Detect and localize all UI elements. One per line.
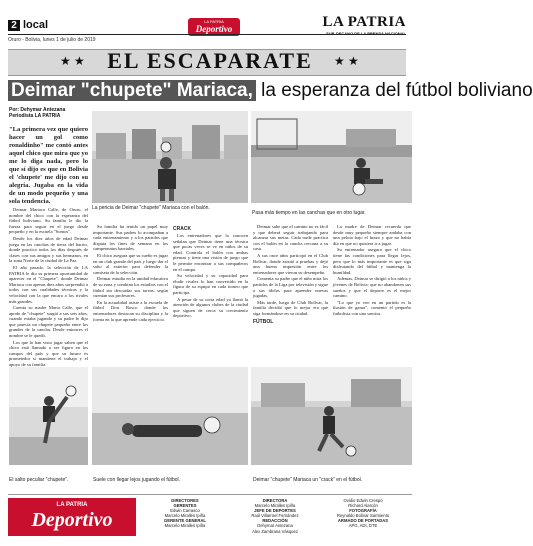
headline — [8, 80, 533, 102]
newspaper-name: LA PATRIA — [322, 14, 406, 30]
photo-caption: El salto peculiar "chupete". — [9, 477, 69, 483]
staff-role: REDACCIÓN — [262, 518, 288, 524]
byline-author: Por: Dehymar Antezana — [9, 107, 66, 113]
article-paragraph: Más tarde, luego de Club Bolívar, la familia decidió que lo mejor era que siga formándose en su ciudad. — [253, 299, 328, 316]
photo-caption: Suele con llegar lejos jugando el fútbol. — [93, 477, 181, 483]
subheading-crack: CRACK — [173, 226, 192, 232]
section-label: local — [23, 19, 49, 31]
page-number: 2 — [8, 20, 20, 31]
article-column-3 — [173, 224, 248, 362]
article-paragraph: Deimar Mariaca Calle, de Oruro, el nombre del chico con la esperanza del fútbol boliviano. Su familia le dio la fuerza para seguir en el juego desde pequeño y en la escuela "Somos". — [9, 207, 88, 235]
staff-name: Reynaldo Bolívar Sarmiento — [336, 513, 390, 519]
staff-name: Marcelo Miralles Ipiña — [254, 503, 296, 509]
staff-role: DIRECTORES — [171, 498, 199, 503]
staff-role: DIRECTORA — [262, 498, 288, 503]
staff-role: GERENTE GENERAL — [164, 518, 206, 524]
staff-name: Raúl Villarroel Fernández — [251, 513, 299, 519]
staff-column-3 — [318, 498, 408, 529]
header-divider — [8, 34, 406, 35]
staff-role: JEFE DE DEPORTES — [254, 508, 296, 514]
staff-name: Ovidio Edwin Crespo — [343, 498, 383, 503]
photo-caption: Deimar "chupete" Mariaca un "crack" en el fútbol. — [253, 477, 363, 483]
article-lead: "La primera vez que quiero hacer un gol como ronaldinho" me contó antes aquel chico que mira que yo me lo diga nada, pero lo que sí dijo es que en Bolivia el 'chupete' me dijo con su alegría. Jugaba en la vida de un modo pequeño y una sola tendencia. — [9, 126, 88, 205]
article-column-2 — [93, 224, 168, 362]
article-column-4 — [253, 224, 328, 362]
mini-logo-name: Deportivo — [195, 24, 233, 34]
staff-name: Dehymar Antezana — [257, 523, 293, 529]
article-paragraph: Ademas, Deimar se dirigió a los niños y jóvenes de Bolivia: que no abandonen sus sueños y que el deporte es el mejor camino. — [333, 276, 411, 299]
article-paragraph: El año pasado, la selección de LA PATRIA le dio su primera oportunidad de aparecer en el "Chupete", donde Deimar Mariaca con apenas diez años sorprendió a todos con sus cualidades técnicas y la velocidad con la que encara a los rivales más grandes. — [9, 264, 88, 304]
deportivo-footer-logo — [8, 498, 136, 536]
photo-lying-ball — [92, 367, 248, 473]
banner-title: EL ESCAPARATE — [107, 48, 313, 73]
staff-name: Marcelo Miralles Ipiña — [164, 523, 206, 529]
article-paragraph: El chico asegura que su sueño es jugar en un club grande del país y luego dar el salto al exterior para defender la camiseta de la selección. — [93, 252, 168, 275]
article-paragraph: Comenta su padre que el niño mira los partidos de la Liga por televisión y sigue a sus ídolos para aprender nuevas jugadas. — [253, 276, 328, 299]
staff-column-1 — [140, 498, 230, 529]
article-paragraph: La madre de Deimar recuerda que desde muy pequeño siempre andaba con una pelota bajo el brazo y que no había día en que no quisiera ir a jugar. — [333, 224, 411, 246]
staff-name: Richard Alarcón — [348, 503, 378, 509]
staff-name: APG, ADI, DTE — [348, 523, 378, 529]
photo-field-sitting — [251, 111, 412, 210]
article-paragraph: Su entrenador asegura que el chico tiene las condiciones para llegar lejos, pero que lo más importante es que siga disfrutando del fútbol y mantenga la humildad. — [333, 247, 411, 275]
photo-caption: La pericia de Deimar "chupete" Mariaca con el balón. — [92, 205, 210, 211]
footer-logo-name: Deportivo — [31, 509, 113, 531]
headline-rest: la esperanza del fútbol boliviano — [261, 80, 533, 101]
staff-name: Alex Zambrana Vásquez — [252, 528, 298, 534]
article-paragraph: Los entrenadores que lo conocen señalan que Deimar tiene una técnica que pocas veces se ve en niños de su edad. Controla el balón con ambas piernas y tiene una visión de juego que le permite encontrar a sus compañeros en el campo. — [173, 233, 248, 272]
photo-dribble — [251, 367, 412, 473]
staff-role: ARMADO DE PORTADAS — [337, 518, 389, 524]
dateline: Oruro - Bolivia, lunes 1 de julio de 2019 — [8, 37, 96, 43]
article-paragraph: Deimar sabe que el camino no es fácil y que deberá seguir trabajando para alcanzar sus metas. Cada tarde practica con el balón en la cancha cercana a su casa. — [253, 224, 328, 252]
staff-name: Marcelo Miralles Ipiña — [164, 513, 206, 519]
article-paragraph: Deimar estudia en la unidad educativa de su zona y combina los estudios con el fútbol sin descuidar sus tareas, según cuentan sus profesores. — [93, 276, 168, 299]
article-paragraph: A pesar de su corta edad ya llamó la atención de algunos clubes de la ciudad que siguen de cerca su crecimiento deportivo. — [173, 296, 248, 319]
staff-role: FOTOGRAFÍA — [349, 508, 377, 514]
byline — [9, 107, 65, 119]
article-paragraph: "Lo que yo veo en un partido es la ilusión de ganar", comentó el pequeño futbolista con una sonrisa. — [333, 299, 411, 316]
article-paragraph: A sus once años participó en el Club Bolívar, donde asistió a pruebas y dejó una buena impresión entre los entrenadores que vieron su desempeño. — [253, 252, 328, 275]
article-paragraph: Desde los diez años de edad Deimar juega en las canchas de tierra del barrio, donde practica todos los días después de clases con sus amigos y sus hermanos, en la zona Norte de la ciudad de La Paz. — [9, 235, 88, 264]
article-paragraph: Su velocidad y su capacidad para eludir rivales lo han convertido en la figura de su equipo en cada torneo que participa. — [173, 273, 248, 295]
byline-outlet: Periodista LA PATRIA — [9, 113, 61, 119]
mini-logo-top: LA PATRIA — [204, 19, 224, 24]
footer-logo-top: LA PATRIA — [56, 502, 88, 508]
article-paragraph: En la actualidad asiste a la escuela de fútbol Don Bosco donde los entrenadores destacan su disciplina y la forma en la que aprende cada ejercicio. — [93, 299, 168, 322]
photo-caption: Pasa más tiempo en las canchas que en otro lugar. — [252, 210, 366, 216]
article-paragraph: Cuenta su madre Marta Calle, que el apodo de "chupete" surgió a sus seis años, cuando estaba jugando y su padre le dijo que parecía un chupete pequeño entre los grandes de la cancha. Desde entonces el nombre se le quedó. — [9, 305, 88, 339]
headline-highlight: Deimar "chupete" Mariaca, — [8, 80, 256, 101]
star-icon: ★ — [74, 54, 85, 68]
star-icon: ★ — [60, 54, 71, 68]
staff-name: Edwin Carrasco — [170, 508, 200, 514]
staff-column-2 — [230, 498, 320, 534]
photo-ball-skill — [92, 111, 248, 210]
star-icon: ★ — [334, 54, 345, 68]
subheading-futbol: FÚTBOL — [253, 318, 274, 325]
photo-high-kick — [9, 367, 88, 473]
staff-role: GERENTES — [173, 503, 197, 509]
star-icon: ★ — [348, 54, 359, 68]
article-paragraph: Los que lo han visto jugar saben que el chico está llamado a ser figura en los campos del país y que su futuro es prometedor si mantiene el trabajo y el apoyo de su familia. — [9, 339, 88, 368]
article-column-5 — [333, 224, 411, 362]
article-paragraph: Su familia ha tenido un papel muy importante. Sus padres lo acompañan a cada entrenamiento y a los partidos que disputa los fines de semana en los campeonatos barriales. — [93, 224, 168, 252]
